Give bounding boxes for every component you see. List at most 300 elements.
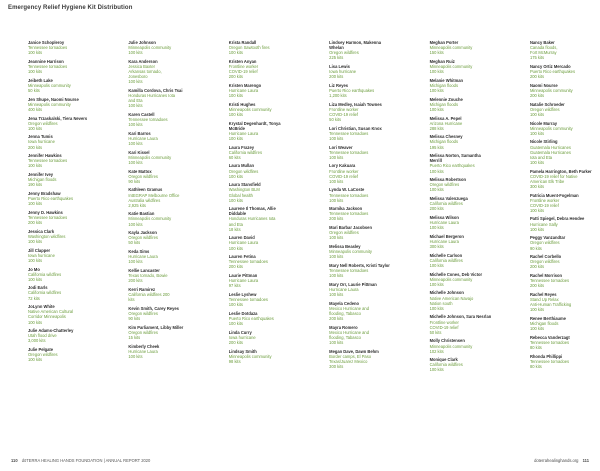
donor-detail: 90 kits — [128, 315, 141, 321]
donor-name: Jena Trzaskalski, Tiera Nevers — [28, 115, 88, 121]
donor-entry — [430, 234, 492, 249]
donor-name: Lindsey Harmon, Makenna Whelan — [329, 40, 382, 51]
donor-name: Leslie Dotdaza — [228, 310, 258, 316]
donor-entry — [229, 121, 291, 141]
donor-detail: 100 kits — [28, 125, 43, 131]
donor-detail: Puerto Rico earthquakes — [329, 87, 375, 93]
donor-name: Michael Bergeron — [429, 233, 464, 239]
annual-report-label: ANNUAL REPORT 2020 — [105, 458, 151, 463]
donor-entry — [329, 187, 391, 202]
donor-detail: Australia wildfires — [128, 197, 161, 203]
donor-entry — [329, 126, 391, 141]
donor-name: Kristen Marengo — [228, 82, 262, 88]
donor-detail: Guatemala Hurricanes — [529, 149, 571, 155]
donor-entry — [229, 330, 291, 345]
donor-name: Kim Parliament, Libby Miller — [128, 324, 184, 330]
donor-detail: Michigan floods — [429, 101, 459, 107]
donor-entry — [128, 131, 190, 146]
donor-name: Meghan Ruiz — [429, 58, 455, 64]
donor-entry — [430, 177, 492, 192]
donor-detail: Utah flood drive — [28, 333, 57, 339]
donor-name: Mary Nell Roberts, Kristi Taylor — [329, 262, 390, 268]
donor-detail: 80 kits — [529, 345, 542, 350]
donor-detail: and Eta — [228, 221, 243, 227]
donor-detail: Hurricane Laura — [128, 254, 158, 260]
donor-detail: IntEGRAP Melbourne Office — [128, 192, 180, 198]
donor-detail: Tennessee tornadoes — [329, 130, 369, 136]
donor-entry — [430, 290, 492, 310]
donor-name: Kimberly Cheek — [128, 343, 160, 349]
donor-detail: Minneapolis community — [228, 353, 272, 359]
donor-entry — [329, 40, 391, 60]
donor-name: Katie Bastian — [128, 211, 155, 217]
donor-name: Julie Pelgate — [28, 347, 54, 353]
donor-name: Monique Clark — [429, 357, 458, 363]
donor-name: Rhonda Phillippi — [529, 353, 563, 359]
donor-entry — [229, 254, 291, 269]
donor-name: Nancy Ortiz Mercado — [529, 63, 571, 69]
donor-entry — [28, 172, 90, 187]
donor-detail: Michigan floods — [429, 139, 459, 145]
donor-entry — [28, 40, 90, 55]
donor-entry — [128, 40, 190, 55]
donor-name: Janice Schopleroy — [28, 40, 65, 45]
donor-detail: 225 kits — [329, 55, 344, 61]
donor-entry — [530, 169, 592, 189]
donor-entry — [28, 191, 90, 206]
donor-detail: 100 kits — [329, 339, 344, 345]
donor-entry — [128, 112, 190, 127]
donor-detail: California wildfires — [28, 290, 62, 296]
donor-name: Rachel Corbello — [529, 254, 562, 260]
donor-entry — [430, 215, 492, 230]
footer-right — [534, 458, 592, 463]
donor-detail: 288 kits — [429, 125, 444, 131]
donor-name: Jeannine Harrison — [28, 58, 64, 64]
donor-detail: 72 kits — [28, 295, 40, 301]
donor-name: Melissa Beasley — [329, 244, 361, 250]
donor-detail: Hurricane Laura — [228, 87, 259, 93]
donor-detail: 100 kits — [128, 159, 143, 165]
donor-entry — [530, 235, 592, 250]
donor-name: JoLynn White — [28, 304, 55, 310]
donor-name: Jeibeth Lake — [28, 77, 53, 83]
donor-entry — [128, 150, 190, 165]
donor-detail: Tennessee tornadoes — [529, 358, 570, 364]
donor-detail: 100 kits — [28, 69, 43, 75]
donor-detail: 98 kits — [228, 358, 241, 364]
donor-name: Patti Spiegel, Debra Hendee — [529, 216, 585, 222]
donor-detail: Tennessee tornadoes — [329, 149, 369, 155]
donor-entry — [128, 249, 190, 264]
donor-detail: Frontline worker — [329, 106, 359, 112]
donor-detail: 100 kits — [228, 173, 243, 179]
donor-detail: Oregon wildfires — [329, 230, 359, 236]
page-footer — [0, 456, 600, 466]
donor-detail: Iowa hurricane — [329, 69, 357, 75]
donor-detail: American Elk Tribe — [529, 178, 565, 184]
donor-entry — [530, 64, 592, 79]
donor-detail: 100 kits — [28, 163, 43, 169]
donor-detail: 100 kits — [429, 168, 444, 174]
donor-name: Kari Kissel — [128, 149, 150, 155]
donor-detail: Tennessee tornadoes — [28, 45, 68, 51]
donor-detail: Frontline worker — [529, 197, 560, 203]
donor-detail: Iota and Eta — [529, 154, 553, 160]
donor-detail: 400 kits — [28, 106, 43, 112]
donor-detail: COVID-19 relief — [429, 324, 459, 330]
donor-detail: kits — [128, 297, 135, 303]
donor-detail: Hurricane Laura — [228, 278, 259, 284]
donor-name: Jennifer Ivey — [28, 172, 54, 178]
donor-detail: Oregon wildfires — [429, 182, 460, 188]
donor-detail: Oregon wildfires — [529, 106, 560, 112]
donor-name: Jennifer Hawkins — [28, 153, 62, 159]
donor-detail: 190 kits — [28, 182, 43, 188]
donor-detail: Tennessee tornadoes — [228, 259, 268, 265]
donor-detail: COVID-19 relief — [329, 111, 359, 117]
donor-detail: Puerto Rico earthquakes — [429, 163, 475, 169]
donor-entry — [28, 97, 90, 112]
donor-name: Lauren David — [228, 235, 255, 241]
donor-entry — [128, 344, 190, 359]
donor-name: Kari Barros — [128, 130, 151, 136]
donor-detail: Honduras Hurricanes Iota — [128, 93, 176, 99]
donor-detail: 100 kits — [28, 257, 43, 263]
donor-detail: Stand Up Relax — [529, 297, 559, 303]
donor-entry — [430, 134, 492, 149]
donor-detail: 300 kits — [329, 363, 344, 369]
donor-detail: 100 kits — [329, 154, 344, 160]
donor-detail: Michigan floods — [429, 82, 459, 88]
donor-name: Linda Curry — [228, 329, 252, 335]
donor-entry — [530, 102, 592, 117]
donor-entry — [229, 235, 291, 250]
donor-detail: 300 kits — [429, 244, 444, 250]
donor-detail: 100 kits — [529, 130, 545, 136]
donor-detail: Oregon wildfires — [128, 173, 158, 179]
donor-detail: Guatemala Hurricanes — [529, 144, 571, 150]
donor-detail: 100 kits — [28, 319, 43, 325]
donor-detail: 100 kits — [429, 367, 444, 373]
donor-detail: California wildfires — [429, 201, 463, 207]
website-link[interactable]: doterrahealinghands.org — [534, 458, 579, 463]
donor-detail: 50 kits — [329, 117, 342, 122]
donor-detail: Tennessee tornadoes — [529, 339, 570, 345]
donor-entry — [28, 285, 90, 300]
donor-detail: Minneapolis community — [128, 216, 172, 222]
donor-detail: Minneapolis community — [128, 45, 172, 51]
donor-detail: 100 kits — [529, 159, 545, 165]
donor-detail: Iowa hurricane — [28, 252, 55, 258]
donor-detail: 100 kits — [329, 291, 344, 297]
donor-detail: 100 kits — [429, 87, 444, 93]
donor-detail: 100 kits — [329, 235, 344, 241]
donor-detail: flooding, Tabasco — [329, 310, 361, 316]
donor-detail: 90 kits — [529, 245, 542, 251]
donor-detail: Puerto Rico earthquakes — [228, 315, 274, 321]
donor-detail: 100 kits — [429, 305, 444, 311]
donor-name: Melissa Robertson — [429, 177, 466, 183]
donor-column-4 — [329, 40, 391, 450]
donor-detail: Minneapolis community — [28, 101, 71, 107]
donor-column-3 — [229, 40, 291, 450]
donor-entry — [128, 268, 190, 283]
donor-entry — [329, 64, 391, 79]
donor-entry — [229, 59, 291, 79]
donor-entry — [28, 116, 90, 131]
donor-detail: Puerto Rico earthquakes — [28, 196, 74, 202]
donor-detail: 100 kits — [228, 302, 243, 308]
donor-entry — [530, 335, 592, 350]
donor-detail: Tennessee tornadoes — [529, 278, 570, 284]
donor-name: Kellie Lancaster — [128, 268, 160, 273]
donor-name: Julie Johnson — [128, 40, 156, 45]
donor-detail: 100 kits — [128, 140, 143, 146]
donor-detail: Texas/Juarez Mexico — [329, 358, 368, 364]
donor-detail: California wildfires — [429, 257, 463, 263]
donor-detail: Washington wildfires — [28, 233, 66, 239]
donor-name: Keda Sims — [128, 249, 150, 255]
donor-detail: 300 kits — [529, 183, 545, 189]
donor-name: Rachel Morrison — [529, 273, 563, 279]
donor-name: Mary Orr, Laurie Pittman — [329, 281, 377, 287]
donor-detail: 200 kits — [529, 264, 545, 270]
donor-name: Liz Reyes — [329, 82, 349, 88]
donor-name: Mayra Romero — [329, 324, 358, 330]
donor-detail: Tennessee tornadoes — [228, 297, 268, 303]
page-title: Emergency Relief Hygiene Kit Distribution — [8, 5, 133, 11]
donor-detail: 100 kits — [329, 135, 344, 141]
donor-detail: 200 kits — [228, 264, 243, 270]
donor-detail: 100 kits — [28, 201, 43, 207]
donor-name: Michelle Johnson — [429, 290, 464, 296]
donor-entry — [430, 253, 492, 268]
donor-entry — [329, 244, 391, 259]
donor-detail: Iowa hurricane — [28, 139, 55, 145]
donor-detail: California wildfires — [429, 362, 463, 368]
donor-name: Melanie Whitman — [429, 77, 463, 83]
donor-detail: 100 kits — [28, 276, 43, 282]
donor-entry — [329, 225, 391, 240]
donor-detail: Anti-Human Trafficking — [529, 302, 572, 308]
donor-detail: Minneapolis community — [429, 45, 473, 51]
donor-name: Julie Adams-Chatterley — [28, 328, 74, 334]
donor-name: Nicole Murray — [529, 120, 558, 126]
left-page-number: 110 — [11, 458, 18, 463]
donor-detail: Hurricane Laura — [228, 130, 259, 136]
donor-name: Melissa A. Pepel — [429, 115, 462, 121]
donor-name: Mayela Cedeno — [329, 300, 359, 306]
donor-name: Lynda W. LaCoste — [329, 187, 365, 193]
donor-name: Lori Christian, Susan Knox — [329, 125, 382, 131]
donor-detail: Michigan floods — [529, 321, 559, 327]
donor-detail: 100 kits — [128, 221, 143, 227]
donor-name: Jenny Bradshaw — [28, 191, 61, 196]
donor-name: Nancy Baker — [529, 40, 555, 45]
donor-detail: 100 kits — [228, 93, 243, 99]
donor-entry — [229, 349, 291, 364]
donor-detail: Iowa hurricane — [228, 334, 256, 340]
donor-detail: 100 kits — [529, 207, 545, 213]
donor-name: Marnika Jackson — [329, 206, 363, 212]
donor-detail: Texas tornado, Bowie — [128, 273, 168, 279]
donor-entry — [329, 349, 391, 369]
donor-name: Pamela Harrington, Beth Parker — [529, 168, 592, 174]
donor-detail: 15 kits — [128, 334, 141, 340]
donor-detail: Native American Navajo — [429, 295, 474, 301]
donor-entry — [329, 102, 391, 122]
donor-name: Molly Christensen — [429, 338, 465, 344]
donor-detail: Border camps, El Paso — [329, 353, 372, 359]
donor-columns — [28, 40, 592, 450]
donor-column-5 — [430, 40, 492, 450]
donor-entry — [530, 121, 592, 136]
donor-detail: California wildfires 200 — [128, 291, 170, 297]
donor-entry — [530, 292, 592, 312]
donor-name: Kate Mattox — [128, 168, 152, 174]
donor-entry — [28, 347, 90, 362]
donor-detail: Canada floods, — [529, 45, 558, 51]
donor-detail: Oregon wildfires — [128, 329, 158, 335]
donor-name: Jessica Clark — [28, 228, 55, 234]
donor-detail: Arizona Hurricane — [429, 120, 463, 126]
donor-detail: 100 kits — [228, 245, 243, 251]
donor-name: Rachel Reyes — [529, 291, 557, 297]
donor-detail: California wildfires — [28, 271, 62, 277]
donor-detail: 100 kits — [329, 178, 344, 184]
donor-detail: 100 kits — [28, 238, 43, 244]
donor-name: Mari Barbar Jacobsen — [329, 225, 372, 231]
donor-entry — [530, 254, 592, 269]
donor-entry — [329, 145, 391, 160]
donor-entry — [530, 83, 592, 98]
donor-detail: 200 kits — [228, 74, 243, 80]
donor-name: Liza Medley, Isaiah Townes — [329, 101, 382, 107]
donor-detail: Hurricane Laura — [228, 240, 259, 246]
donor-detail: 100 kits — [228, 135, 243, 141]
donor-detail: Tennessee tornadoes — [329, 268, 369, 273]
donor-detail: 200 kits — [529, 74, 545, 80]
donor-name: Kevin Smith, Carey Reyes — [128, 305, 179, 311]
donor-name: Michelle Cones, Deb Victor — [429, 271, 483, 277]
donor-entry — [28, 59, 90, 74]
donor-name: Lindsay Smith — [228, 348, 257, 354]
donor-detail: 175 kits — [529, 55, 545, 61]
footer-left — [8, 458, 150, 463]
donor-entry — [329, 206, 391, 221]
donor-detail: Washington BLM — [228, 187, 260, 193]
donor-entry — [128, 230, 190, 245]
donor-name: Melissa Valenzuega — [429, 196, 468, 202]
donor-detail: 50 kits — [429, 329, 442, 335]
donor-detail: Oregon wildfires — [28, 120, 58, 126]
donor-detail: Minneapolis community — [28, 82, 71, 88]
donor-entry — [28, 248, 90, 263]
donor-column-2 — [128, 40, 190, 450]
donor-name: Laurene Il Thomas, Allie Diddable — [228, 206, 276, 217]
donor-detail: Nation south — [429, 300, 453, 306]
donor-detail: 100 kits — [128, 79, 143, 85]
donor-detail: 18 kits — [228, 226, 241, 232]
donor-name: Patricia Muent-Fogelman — [529, 192, 579, 198]
donor-detail: 97 kits — [228, 283, 241, 289]
donor-entry — [430, 78, 492, 93]
donor-detail: 102 kits — [429, 348, 444, 354]
donor-detail: Minneapolis community — [128, 154, 172, 160]
donor-entry — [530, 216, 592, 231]
donor-detail: Mexico Hurricane and — [329, 305, 369, 311]
donor-column-1 — [28, 40, 90, 450]
donor-detail: Hurricane Sally — [529, 221, 558, 227]
donor-detail: Hurricane Laura — [329, 286, 359, 292]
donor-entry — [229, 102, 291, 117]
donor-detail: Frontline worker — [228, 63, 259, 69]
donor-entry — [229, 145, 291, 160]
donor-entry — [128, 88, 190, 108]
donor-detail: Frontline worker — [329, 168, 359, 174]
donor-detail: Oregon wildfires — [128, 235, 158, 241]
donor-detail: Tennessee tornadoes — [329, 211, 369, 217]
donor-name: Jenna Tumis — [28, 134, 53, 140]
donor-detail: 100 kits — [128, 259, 143, 265]
donor-detail: 200 kits — [128, 278, 143, 284]
donor-entry — [329, 163, 391, 183]
donor-name: Kristen Anyan — [228, 58, 257, 64]
donor-name: Melissa Norton, Samantha Merrill — [429, 153, 481, 164]
donor-entry — [128, 287, 190, 302]
donor-detail: Tennessee tornadoes — [28, 63, 68, 69]
donor-detail: Hurricane Laura — [128, 348, 158, 354]
donor-entry — [229, 83, 291, 98]
donor-detail: 3,000 kits — [28, 338, 46, 344]
donor-name: Leslie Lyshew — [228, 291, 257, 297]
donor-name: Krystal Degenhardt, Tonya McBride — [228, 120, 281, 131]
donor-detail: 100 kits — [228, 50, 243, 56]
right-page-number: 111 — [582, 458, 589, 463]
donor-entry — [430, 59, 492, 74]
donor-detail: 100 kits — [128, 50, 143, 56]
donor-entry — [329, 83, 391, 98]
donor-detail: 100 kits — [28, 50, 43, 56]
donor-detail: Tennessee tornadoes — [128, 117, 168, 122]
donor-entry — [229, 311, 291, 326]
donor-entry — [430, 153, 492, 173]
donor-detail: 200 kits — [329, 74, 344, 80]
donor-detail: 50 kits — [128, 240, 141, 246]
donor-name: Lory Kakuara — [329, 163, 356, 169]
donor-detail: Corridor Minneapolis — [28, 314, 66, 320]
donor-name: Melissa Wilson — [429, 214, 459, 220]
donor-entry — [530, 139, 592, 164]
donor-detail: 100 kits — [429, 225, 444, 231]
donor-entry — [430, 196, 492, 211]
donor-detail: Minneapolis community — [429, 276, 473, 282]
donor-detail: Mexico Hurricane and — [329, 329, 369, 335]
donor-entry — [28, 153, 90, 168]
donor-detail: COVID-19 relief — [329, 173, 359, 179]
donor-entry — [128, 306, 190, 321]
donor-detail: Frontline worker — [429, 319, 459, 325]
donor-detail: 200 kits — [28, 144, 43, 150]
donor-detail: 100 kits — [329, 273, 344, 279]
donor-entry — [229, 292, 291, 307]
donor-detail: Native American Cultural — [28, 309, 74, 315]
donor-name: Krista Randall — [228, 40, 257, 45]
donor-detail: Minneapolis community — [529, 125, 573, 131]
donor-name: Naomi Nourse — [529, 82, 558, 88]
donor-detail: 100 kits — [429, 187, 444, 193]
